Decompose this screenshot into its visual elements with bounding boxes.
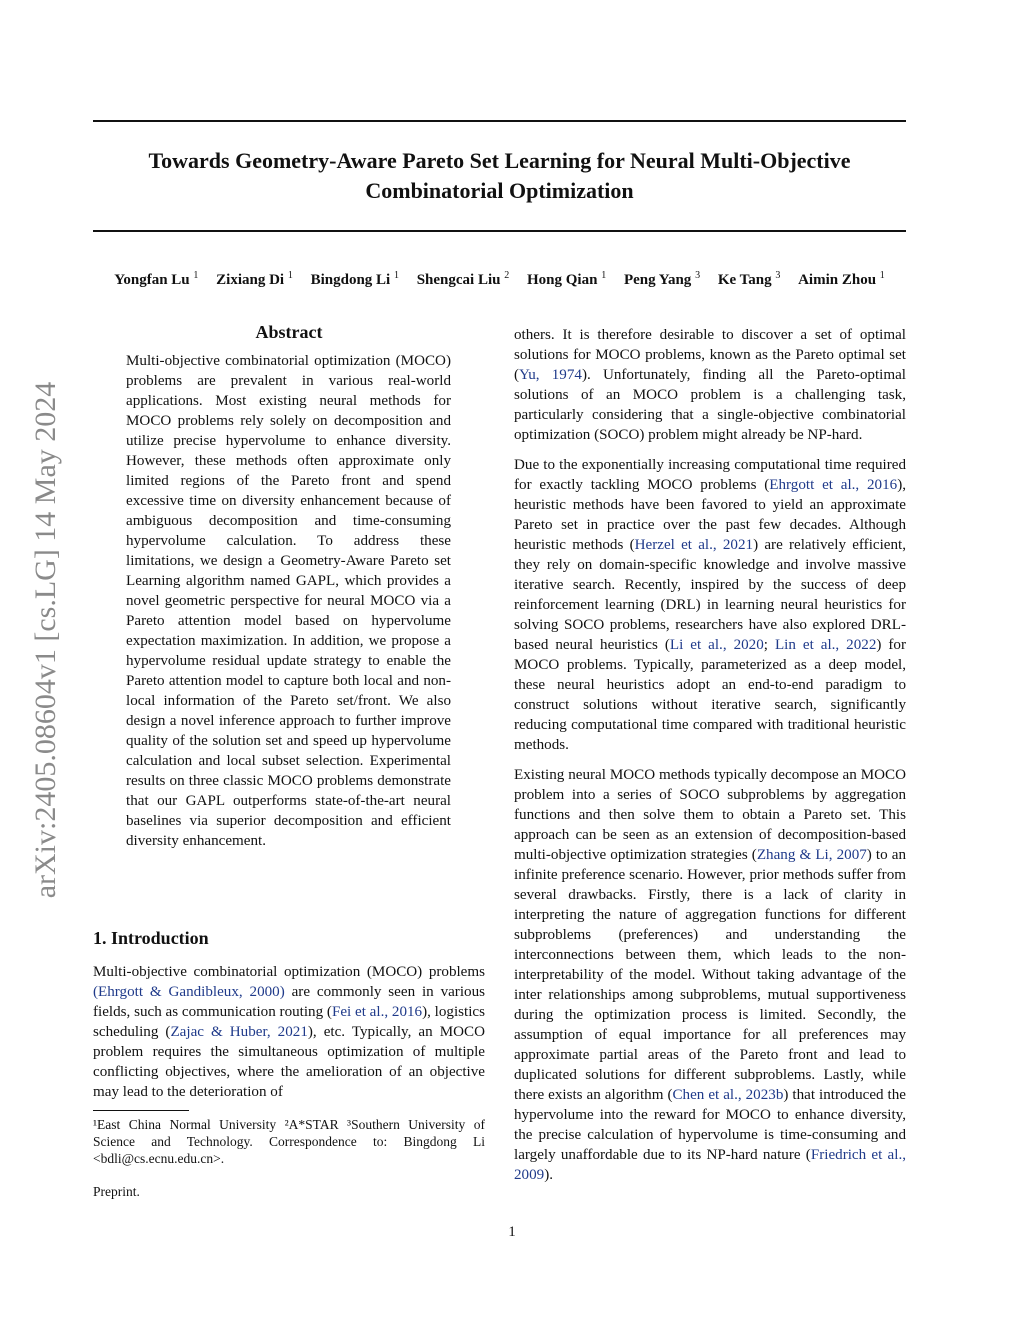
author: Aimin Zhou $^1$ xyxy=(798,270,885,288)
author: Yongfan Lu $^1$ xyxy=(114,270,199,288)
page-number: 1 xyxy=(508,1224,516,1240)
title-line-1: Towards Geometry-Aware Pareto Set Learning for Neural Multi-Objective xyxy=(148,148,851,173)
paragraph: others. It is therefore desirable to discover a set of optimal solutions for MOCO problems, known as the Pareto optimal set (Yu, 1974). Unfortunately, finding all the Pareto-optimal solutions of an MOCO problem is a challenging task, particularly considering that a single-objective combinatorial optimization (SOCO) problem might already be NP-hard. xyxy=(514,327,906,443)
paragraph: Existing neural MOCO methods typically decompose an MOCO problem into a series of SOCO subproblems by aggregation functions and then solve them to obtain a Pareto set. This approach can be seen as an extension of decomposition-based multi-objective optimization strategies (Zhang & Li, 2007) to an infinite preference scenario. However, prior methods suffer from several drawbacks. Firstly, there is a lack of clarity in interpreting the nature of aggregation functions for different subproblems (preferences) and understanding the interconnections between them, which leads to the non-interpretability of the model. Without taking advantage of the inter relationships among subproblems, mutual supportiveness during the optimization process is limited. Secondly, the assumption of equal importance for all preferences may approximate partial areas of the Pareto front and lead to duplicated solutions for different subproblems. Lastly, while there exists an algorithm (Chen et al., 2023b) that introduced the hypervolume into the reward for MOCO to enhance diversity, the precise calculation of hypervolume is time-consuming and largely unaffordable due to its NP-hard nature (Friedrich et al., 2009). xyxy=(514,767,907,1183)
citation-link[interactable]: Lin et al., 2022 xyxy=(774,637,877,653)
affiliation-footnote: ¹East China Normal University ²A*STAR ³Southern University of Science and Technology. Correspondence to: Bingdong Li <bdli@cs.ecnu.edu.cn>. xyxy=(93,1117,485,1166)
title-rule-top xyxy=(93,120,906,122)
citation-link[interactable]: Chen et al., 2023b xyxy=(672,1087,784,1103)
abstract-heading: Abstract xyxy=(255,322,323,342)
author: Ke Tang $^3$ xyxy=(717,270,781,288)
preprint-label: Preprint. xyxy=(93,1184,140,1199)
title-line-2: Combinatorial Optimization xyxy=(365,178,634,203)
citation-link[interactable]: Zajac & Huber, 2021 xyxy=(170,1024,308,1040)
title-rule-bottom xyxy=(93,230,906,232)
right-column xyxy=(514,325,906,1195)
introduction-paragraph: Multi-objective combinatorial optimization (MOCO) problems (Ehrgott & Gandibleux, 2000) are commonly seen in various fields, such as communication routing (Fei et al., 2016), logistics scheduling (Zajac & Huber, 2021), etc. Typically, an MOCO problem requires the simultaneous optimization of multiple conflicting objectives, where the amelioration of an objective may lead to the deterioration of xyxy=(93,964,485,1100)
footnote-rule xyxy=(93,1110,189,1111)
section-heading-introduction: 1. Introduction xyxy=(93,928,209,948)
citation-link[interactable]: Yu, 1974 xyxy=(519,367,582,383)
citation-link[interactable]: Herzel et al., 2021 xyxy=(634,537,754,553)
citation-link[interactable]: Ehrgott et al., 2016 xyxy=(769,477,898,493)
author: Zixiang Di $^1$ xyxy=(216,270,293,288)
paper-title xyxy=(93,146,906,206)
arxiv-sidebar-stamp: arXiv:2405.08604v1 [cs.LG] 14 May 2024 xyxy=(29,381,62,899)
citation-link[interactable]: Zhang & Li, 2007 xyxy=(756,847,867,863)
author: Shengcai Liu $^2$ xyxy=(416,270,510,288)
paragraph: Due to the exponentially increasing computational time required for exactly tackling MOCO problems (Ehrgott et al., 2016), heuristic methods have been favored to yield an approximate Pareto set in practice over the past few decades. Although heuristic methods (Herzel et al., 2021) are relatively efficient, they rely on domain-specific knowledge and involve massive iterative search. Recently, inspired by the success of deep reinforcement learning (DRL) in learning neural heuristics for solving SOCO problems, researchers have also explored DRL-based neural heuristics (Li et al., 2020; Lin et al., 2022) for MOCO problems. Typically, parameterized as a deep model, these neural heuristics adopt an end-to-end paradigm to construct solutions without iterative search, significantly reducing computational time compared with traditional heuristic methods. xyxy=(514,457,907,753)
citation-link[interactable]: Friedrich et al., 2009 xyxy=(514,1147,906,1183)
citation-link[interactable]: Li et al., 2020 xyxy=(669,637,764,653)
abstract-text: Multi-objective combinatorial optimization (MOCO) problems are prevalent in various real-world applications. Most existing neural methods for MOCO problems rely solely on decomposition and utilize precise hypervolume to enhance diversity. However, these methods often approximate only limited regions of the Pareto front and spend excessive time on diversity enhancement because of ambiguous decomposition and time-consuming hypervolume calculation. To address these limitations, we design a Geometry-Aware Pareto set Learning algorithm named GAPL, which provides a novel geometric perspective for neural MOCO via a Pareto attention model based on hypervolume expectation maximization. In addition, we propose a hypervolume residual update strategy to enable the Pareto attention model to capture both local and non-local information of the Pareto set/front. We also design a novel inference approach to further improve quality of the solution set and speed up hypervolume calculation and local subset selection. Experimental results on three classic MOCO problems demonstrate that our GAPL outperforms state-of-the-art neural baselines via superior decomposition and efficient diversity enhancement. xyxy=(126,353,451,849)
author: Hong Qian $^1$ xyxy=(527,270,607,288)
citation-link[interactable]: Fei et al., 2016 xyxy=(331,1004,423,1020)
citation-link[interactable]: (Ehrgott & Gandibleux, 2000) xyxy=(93,984,285,1000)
author: Peng Yang $^3$ xyxy=(623,270,701,288)
author: Bingdong Li $^1$ xyxy=(310,270,399,288)
author-list xyxy=(93,266,906,290)
